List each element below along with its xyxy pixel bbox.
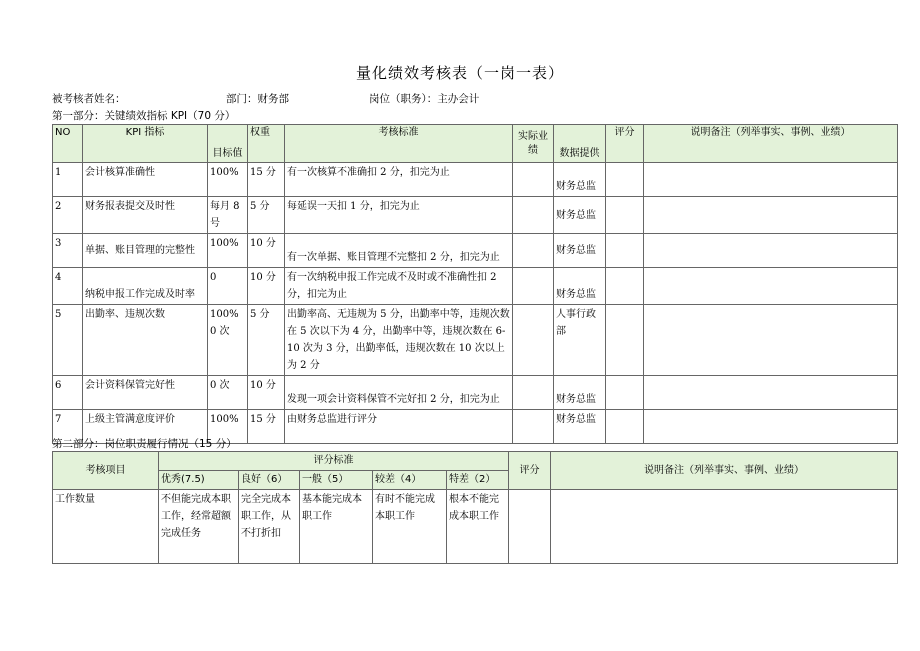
cell-source: 财务总监 [554, 197, 606, 234]
cell-actual[interactable] [513, 197, 554, 234]
cell-score[interactable] [606, 234, 644, 268]
cell-remark[interactable] [644, 197, 898, 234]
header-criteria: 评分标准 [159, 452, 509, 471]
header-standard: 考核标准 [285, 125, 513, 163]
table-row [53, 163, 898, 197]
cell-score[interactable] [606, 268, 644, 305]
cell-duty-remark[interactable] [551, 490, 898, 564]
part1-heading: 第一部分：关键绩效指标 KPI（70 分） [52, 110, 236, 122]
cell-kpi: 单据、账目管理的完整性 [83, 234, 208, 268]
header-item: 考核项目 [53, 452, 159, 490]
cell-source: 人事行政部 [554, 305, 606, 376]
table-row [53, 376, 898, 410]
cell-item: 工作数量 [53, 490, 159, 564]
header-remark: 说明备注（列举事实、事例、业绩） [644, 125, 898, 163]
header-actual: 实际业绩 [513, 125, 554, 163]
cell-kpi: 会计核算准确性 [83, 163, 208, 197]
position-label: 岗位（职务）：主办会计 [369, 93, 480, 105]
cell-poor: 有时不能完成本职工作 [373, 490, 447, 564]
cell-score[interactable] [606, 376, 644, 410]
cell-weight: 10 分 [248, 234, 285, 268]
cell-no: 1 [53, 163, 83, 197]
header-no: NO [53, 125, 83, 163]
cell-weight: 15 分 [248, 163, 285, 197]
cell-source: 财务总监 [554, 376, 606, 410]
cell-score[interactable] [606, 410, 644, 444]
cell-remark[interactable] [644, 376, 898, 410]
cell-source: 财务总监 [554, 234, 606, 268]
cell-remark[interactable] [644, 163, 898, 197]
cell-score[interactable] [606, 305, 644, 376]
cell-actual[interactable] [513, 376, 554, 410]
cell-duty-score[interactable] [509, 490, 551, 564]
cell-kpi: 会计资料保管完好性 [83, 376, 208, 410]
cell-excellent: 不但能完成本职工作，经常超额完成任务 [159, 490, 239, 564]
cell-target: 100% [208, 410, 248, 444]
table-row [53, 490, 898, 564]
cell-standard: 有一次单据、账目管理不完整扣 2 分，扣完为止 [285, 234, 513, 268]
cell-weight: 10 分 [248, 376, 285, 410]
cell-actual[interactable] [513, 234, 554, 268]
table-row [53, 305, 898, 376]
cell-good: 完全完成本职工作，从不打折扣 [239, 490, 300, 564]
header-average: 一般（5） [300, 471, 373, 490]
cell-target: 100% [208, 163, 248, 197]
header-target: 目标值 [208, 125, 248, 163]
cell-no: 7 [53, 410, 83, 444]
page-title: 量化绩效考核表（一岗一表） [355, 64, 564, 82]
cell-target: 每月 8 号 [208, 197, 248, 234]
header-excellent: 优秀(7.5) [159, 471, 239, 490]
header-weight: 权重 [248, 125, 285, 163]
header-kpi: KPI 指标 [83, 125, 208, 163]
header-poor: 较差（4） [373, 471, 447, 490]
cell-no: 2 [53, 197, 83, 234]
cell-kpi: 上级主管满意度评价 [83, 410, 208, 444]
cell-remark[interactable] [644, 410, 898, 444]
cell-source: 财务总监 [554, 163, 606, 197]
cell-no: 6 [53, 376, 83, 410]
cell-score[interactable] [606, 197, 644, 234]
header-source: 数据提供 [554, 125, 606, 163]
cell-kpi: 纳税申报工作完成及时率 [83, 268, 208, 305]
table-row [53, 234, 898, 268]
kpi-table [52, 124, 898, 444]
cell-no: 3 [53, 234, 83, 268]
header-duty-remark: 说明备注（列举事实、事例、业绩） [551, 452, 898, 490]
department-label: 部门：财务部 [226, 93, 289, 105]
table-row [53, 268, 898, 305]
cell-standard: 有一次核算不准确扣 2 分，扣完为止 [285, 163, 513, 197]
cell-weight: 5 分 [248, 197, 285, 234]
cell-source: 财务总监 [554, 268, 606, 305]
cell-target: 100% [208, 234, 248, 268]
cell-very-poor: 根本不能完成本职工作 [447, 490, 509, 564]
cell-actual[interactable] [513, 163, 554, 197]
cell-target: 0 次 [208, 376, 248, 410]
duty-table [52, 451, 898, 564]
cell-actual[interactable] [513, 410, 554, 444]
cell-actual[interactable] [513, 268, 554, 305]
header-good: 良好（6） [239, 471, 300, 490]
cell-no: 4 [53, 268, 83, 305]
header-duty-score: 评分 [509, 452, 551, 490]
cell-weight: 15 分 [248, 410, 285, 444]
cell-standard: 由财务总监进行评分 [285, 410, 513, 444]
cell-remark[interactable] [644, 305, 898, 376]
part2-heading: 第二部分：岗位职责履行情况（15 分） [52, 438, 237, 450]
assessee-name-label: 被考核者姓名： [52, 93, 126, 105]
kpi-header-row [53, 125, 898, 163]
cell-remark[interactable] [644, 234, 898, 268]
duty-header-row-1 [53, 452, 898, 471]
cell-target: 0 [208, 268, 248, 305]
header-score: 评分 [606, 125, 644, 163]
table-row [53, 197, 898, 234]
cell-no: 5 [53, 305, 83, 376]
cell-weight: 10 分 [248, 268, 285, 305]
cell-standard: 每延误一天扣 1 分，扣完为止 [285, 197, 513, 234]
header-very-poor: 特差（2） [447, 471, 509, 490]
cell-target: 100% 0 次 [208, 305, 248, 376]
cell-standard: 出勤率高、无违规为 5 分，出勤率中等，违规次数在 5 次以下为 4 分，出勤率中等，违规次数在 6-10 次为 3 分，出勤率低，违规次数在 10 次以上为 2 分 [285, 305, 513, 376]
cell-weight: 5 分 [248, 305, 285, 376]
cell-average: 基本能完成本职工作 [300, 490, 373, 564]
cell-standard: 发现一项会计资料保管不完好扣 2 分，扣完为止 [285, 376, 513, 410]
cell-kpi: 财务报表提交及时性 [83, 197, 208, 234]
cell-standard: 有一次纳税申报工作完成不及时或不准确性扣 2 分，扣完为止 [285, 268, 513, 305]
cell-remark[interactable] [644, 268, 898, 305]
cell-source: 财务总监 [554, 410, 606, 444]
cell-actual[interactable] [513, 305, 554, 376]
cell-score[interactable] [606, 163, 644, 197]
cell-kpi: 出勤率、违规次数 [83, 305, 208, 376]
